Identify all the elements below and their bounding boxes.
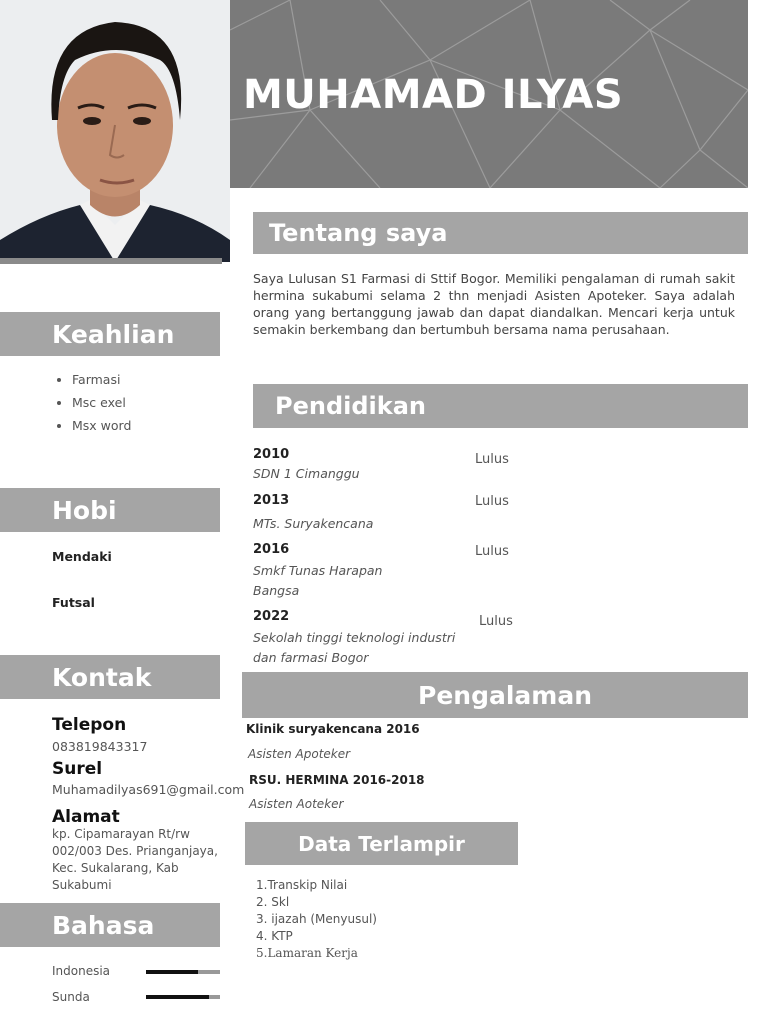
phone-label: Telepon <box>52 715 127 735</box>
languages-header: Bahasa <box>0 903 220 947</box>
language-level-bar <box>146 995 220 999</box>
education-year: 2013 <box>253 493 290 508</box>
education-school <box>253 628 455 668</box>
attachments-header: Data Terlampir <box>245 822 518 865</box>
address-label: Alamat <box>52 807 120 827</box>
attachment-item: 1.Transkip Nilai <box>256 878 348 892</box>
skill-item: • Msx word <box>72 418 131 433</box>
language-name: Indonesia <box>52 964 111 978</box>
education-school-line: Bangsa <box>253 583 300 598</box>
attachments-list <box>256 877 377 962</box>
education-school-line: dan farmasi Bogor <box>253 650 369 665</box>
education-school-line: Smkf Tunas Harapan <box>253 563 383 578</box>
education-year: 2016 <box>253 542 290 557</box>
language-level-fill <box>146 970 198 974</box>
education-school <box>253 561 382 601</box>
education-header: Pendidikan <box>253 384 748 428</box>
attachment-item: 5.Lamaran Kerja <box>256 946 358 960</box>
education-status: Lulus <box>475 494 509 509</box>
photo-divider <box>0 258 222 264</box>
experience-place: Klinik suryakencana 2016 <box>246 722 420 736</box>
experience-header: Pengalaman <box>242 672 748 718</box>
skills-header: Keahlian <box>0 312 220 356</box>
address-line: 002/003 Des. Prianganjaya, <box>52 844 218 858</box>
education-year: 2010 <box>253 447 290 462</box>
address-line: kp. Cipamarayan Rt/rw <box>52 827 190 841</box>
education-school-line: Sekolah tinggi teknologi industri <box>253 630 456 645</box>
experience-role: Asisten Aoteker <box>249 797 344 811</box>
address-line: Kec. Sukalarang, Kab <box>52 861 179 875</box>
skills-list <box>58 372 131 441</box>
person-portrait-icon <box>0 0 230 262</box>
address-line: Sukabumi <box>52 878 112 892</box>
education-status: Lulus <box>475 544 509 559</box>
hobby-item: Mendaki <box>52 549 112 564</box>
profile-photo <box>0 0 230 262</box>
language-level-bar <box>146 970 220 974</box>
address-block <box>52 826 218 894</box>
contact-header: Kontak <box>0 655 220 699</box>
attachment-item: 4. KTP <box>256 929 293 943</box>
person-name: MUHAMAD ILYAS <box>243 72 624 118</box>
language-name: Sunda <box>52 990 90 1004</box>
skill-item: • Farmasi <box>72 372 131 387</box>
attachment-item: 3. ijazah (Menyusul) <box>256 912 377 926</box>
education-school: SDN 1 Cimanggu <box>253 466 360 481</box>
education-status: Lulus <box>475 452 509 467</box>
experience-place: RSU. HERMINA 2016-2018 <box>249 773 425 787</box>
education-school: MTs. Suryakencana <box>253 516 374 531</box>
hobby-item: Futsal <box>52 595 95 610</box>
experience-role: Asisten Apoteker <box>248 747 351 761</box>
email-label: Surel <box>52 759 103 779</box>
about-text: Saya Lulusan S1 Farmasi di Sttif Bogor. Memiliki pengalaman di rumah sakit hermina sukabumi selama 2 thn menjadi Asisten Apoteker. Saya adalah orang yang bertanggung jawab dan dapat diandalkan. Mencari kerja untuk semakin berkembang dan bertumbuh bersama nama perusahaan. <box>253 271 735 337</box>
attachment-item: 2. Skl <box>256 895 290 909</box>
about-header: Tentang saya <box>253 212 748 254</box>
phone-value: 083819843317 <box>52 739 148 754</box>
email-value: Muhamadilyas691@gmail.com <box>52 782 245 797</box>
education-year: 2022 <box>253 609 290 624</box>
hobbies-header: Hobi <box>0 488 220 532</box>
skill-item: • Msc exel <box>72 395 131 410</box>
language-level-fill <box>146 995 209 999</box>
education-status: Lulus <box>479 614 513 629</box>
